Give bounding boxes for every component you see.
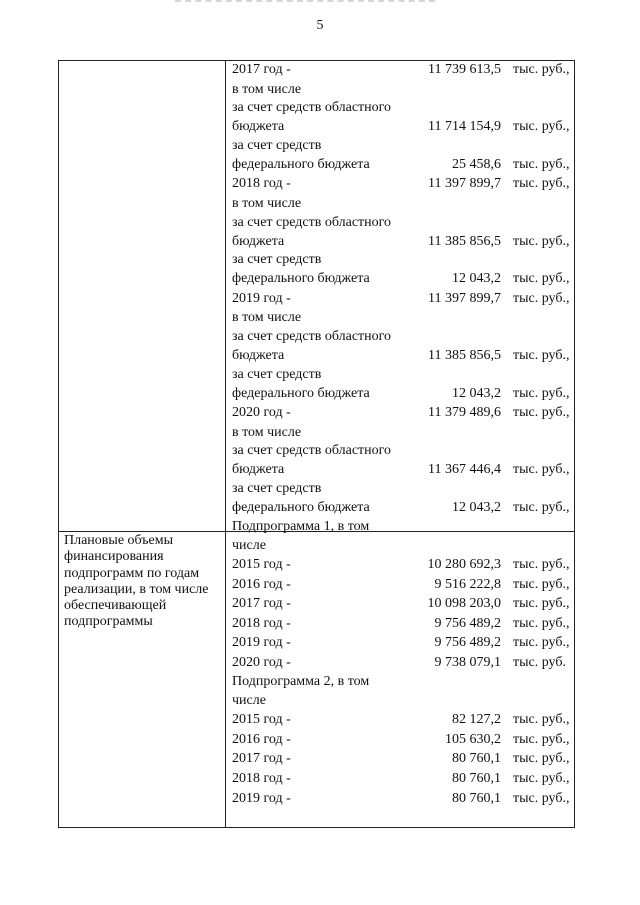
row-label: федерального бюджета: [232, 271, 370, 287]
row-label: бюджета: [232, 462, 285, 478]
table-row: [232, 232, 575, 252]
row-label: 2017 год -: [232, 62, 291, 77]
row-label: 2019 год -: [232, 635, 291, 651]
table-row: [232, 308, 575, 328]
row-unit: тыс. руб.,: [513, 462, 570, 478]
table-row: [232, 710, 575, 730]
row-label: 2015 год -: [232, 557, 291, 573]
row-value: 11 739 613,5: [428, 62, 501, 77]
row-label: 2020 год -: [232, 405, 291, 421]
row-label: 2019 год -: [232, 290, 291, 306]
page-number: 5: [316, 18, 324, 33]
row-label: за счет средств областного: [232, 443, 392, 459]
row-label: числе: [232, 692, 266, 708]
row-label: 2016 год -: [232, 731, 291, 747]
row-label: федерального бюджета: [232, 499, 370, 515]
row-unit: тыс. руб.,: [513, 347, 570, 363]
table-row: [232, 653, 575, 673]
table-row: [232, 673, 575, 691]
row-unit: тыс. руб.,: [513, 751, 570, 767]
row-label: 2018 год -: [232, 615, 291, 631]
table-row: [232, 328, 575, 346]
table-row: [232, 117, 575, 137]
table-row: [232, 269, 575, 289]
row-label: Подпрограмма 1, в том: [232, 518, 370, 534]
row-unit: тыс. руб.,: [513, 405, 570, 421]
row-label: за счет средств областного: [232, 214, 392, 230]
scan-artifact: [175, 0, 435, 5]
row-label: Подпрограмма 2, в том: [232, 673, 370, 689]
row-value: 80 760,1: [452, 771, 501, 787]
row-label: бюджета: [232, 119, 285, 135]
table-row: [232, 442, 575, 460]
row-label: 2015 год -: [232, 712, 291, 728]
row-value: 11 379 489,6: [428, 405, 501, 421]
row-unit: тыс. руб.,: [513, 790, 570, 806]
table-row: [232, 633, 575, 653]
row-label: федерального бюджета: [232, 156, 370, 172]
table-row: [232, 480, 575, 498]
row-label: 2019 год -: [232, 790, 291, 806]
row-unit: тыс. руб.,: [513, 271, 570, 287]
row-label: в том числе: [232, 195, 302, 211]
table-row: [232, 251, 575, 269]
row-unit: тыс. руб.,: [513, 119, 570, 135]
row-unit: тыс. руб.,: [513, 731, 570, 747]
row-label: 2018 год -: [232, 176, 291, 192]
table-row: [232, 99, 575, 117]
row-label: 2017 год -: [232, 751, 291, 767]
row-value: 11 397 899,7: [428, 176, 501, 192]
table-row: [232, 518, 575, 536]
row-value: 9 756 489,2: [434, 615, 501, 631]
row-label: в том числе: [232, 81, 302, 97]
row-value: 80 760,1: [452, 751, 501, 767]
row-value: 10 280 692,3: [427, 557, 501, 573]
table-row: [232, 555, 575, 575]
row-value: 80 760,1: [452, 790, 501, 806]
row-label: 2017 год -: [232, 596, 291, 612]
financing-heading-cell: Плановые объемы финансирования подпрограмм по годам реализации, в том числе обеспечивающей подпрограммы: [64, 533, 209, 630]
row-unit: тыс. руб.,: [513, 771, 570, 787]
table-row: [232, 536, 575, 556]
row-value: 11 385 856,5: [428, 233, 501, 249]
row-value: 82 127,2: [452, 712, 501, 728]
row-label: 2016 год -: [232, 576, 291, 592]
table-row: [232, 155, 575, 175]
row-unit: тыс. руб.,: [513, 62, 570, 77]
row-unit: тыс. руб.,: [513, 290, 570, 306]
column-divider: [225, 60, 226, 828]
table-row: [232, 194, 575, 214]
row-unit: тыс. руб.,: [513, 635, 570, 651]
table-row: [232, 498, 575, 518]
row-label: числе: [232, 537, 266, 553]
row-unit: тыс. руб.,: [513, 176, 570, 192]
table-row: [232, 423, 575, 443]
row-unit: тыс. руб.,: [513, 576, 570, 592]
table-row: [232, 691, 575, 711]
table-row: [232, 137, 575, 155]
table-row: [232, 346, 575, 366]
row-label: бюджета: [232, 233, 285, 249]
table-row: [232, 403, 575, 423]
row-unit: тыс. руб.: [513, 655, 566, 671]
table-row: [232, 460, 575, 480]
table-row: [232, 366, 575, 384]
table-row: [232, 384, 575, 404]
row-unit: тыс. руб.,: [513, 596, 570, 612]
row-value: 12 043,2: [452, 499, 501, 515]
row-label: за счет средств областного: [232, 328, 392, 344]
row-value: 105 630,2: [445, 731, 501, 747]
row-value: 12 043,2: [452, 385, 501, 401]
row-value: 25 458,6: [452, 156, 501, 172]
row-unit: тыс. руб.,: [513, 615, 570, 631]
row-unit: тыс. руб.,: [513, 156, 570, 172]
row-label: за счет средств: [232, 366, 322, 382]
table-row: [232, 594, 575, 614]
row-label: 2020 год -: [232, 655, 291, 671]
table-row: [232, 174, 575, 194]
row-label: федерального бюджета: [232, 385, 370, 401]
row-value: 11 385 856,5: [428, 347, 501, 363]
row-label: за счет средств: [232, 137, 322, 153]
table-row: [232, 575, 575, 595]
table-row: [232, 730, 575, 750]
table-row: [232, 614, 575, 634]
row-unit: тыс. руб.,: [513, 499, 570, 515]
row-unit: тыс. руб.,: [513, 712, 570, 728]
row-label: в том числе: [232, 424, 302, 440]
row-label: бюджета: [232, 347, 285, 363]
row-value: 11 397 899,7: [428, 290, 501, 306]
row-label: за счет средств областного: [232, 100, 392, 116]
row-value: 11 367 446,4: [428, 462, 501, 478]
row-label: за счет средств: [232, 252, 322, 268]
row-value: 10 098 203,0: [427, 596, 501, 612]
row-label: 2018 год -: [232, 771, 291, 787]
row-value: 9 516 222,8: [434, 576, 501, 592]
row-label: за счет средств: [232, 480, 322, 496]
row-value: 9 738 079,1: [434, 655, 501, 671]
row-value: 12 043,2: [452, 271, 501, 287]
row-value: 11 714 154,9: [428, 119, 501, 135]
row-unit: тыс. руб.,: [513, 385, 570, 401]
row-label: в том числе: [232, 310, 302, 326]
table-row: [232, 214, 575, 232]
row-unit: тыс. руб.,: [513, 557, 570, 573]
table-row: [232, 789, 575, 809]
row-value: 9 756 489,2: [434, 635, 501, 651]
financing-rows: [232, 60, 575, 808]
table-row: [232, 289, 575, 309]
table-row: [232, 60, 575, 80]
table-row: [232, 749, 575, 769]
table-row: [232, 80, 575, 100]
table-row: [232, 769, 575, 789]
row-unit: тыс. руб.,: [513, 233, 570, 249]
